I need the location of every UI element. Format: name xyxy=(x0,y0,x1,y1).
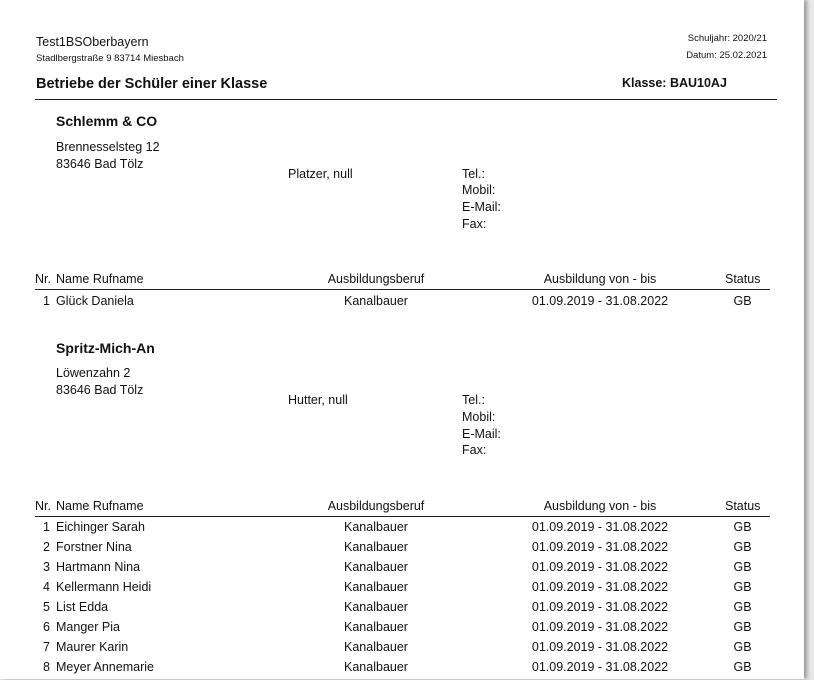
row-status: GB xyxy=(733,620,752,634)
row-name: Eichinger Sarah xyxy=(56,520,145,534)
row-beruf: Kanalbauer xyxy=(344,640,408,654)
label-tel: Tel.: xyxy=(462,167,485,181)
school-name: Test1BSOberbayern xyxy=(36,35,149,49)
row-beruf: Kanalbauer xyxy=(344,560,408,574)
row-beruf: Kanalbauer xyxy=(344,620,408,634)
row-status: GB xyxy=(733,560,752,574)
label-email: E-Mail: xyxy=(462,427,501,441)
row-beruf: Kanalbauer xyxy=(344,540,408,554)
row-name: Hartmann Nina xyxy=(56,560,141,574)
row-status: GB xyxy=(733,520,752,534)
label-fax: Fax: xyxy=(462,443,487,457)
row-zeitraum: 01.09.2019 - 31.08.2022 xyxy=(531,640,669,654)
row-nr: 1 xyxy=(43,294,50,308)
row-name: Forstner Nina xyxy=(56,540,132,554)
table-row xyxy=(35,560,770,580)
label-email: E-Mail: xyxy=(462,200,501,214)
school-address: Stadlbergstraße 9 83714 Miesbach xyxy=(36,53,184,64)
table-row xyxy=(35,660,770,680)
table-row xyxy=(35,294,770,314)
row-status: GB xyxy=(733,540,752,554)
row-zeitraum: 01.09.2019 - 31.08.2022 xyxy=(531,520,669,534)
col-zeitraum: Ausbildung von - bis xyxy=(543,272,657,286)
row-zeitraum: 01.09.2019 - 31.08.2022 xyxy=(531,580,669,594)
row-zeitraum: 01.09.2019 - 31.08.2022 xyxy=(531,660,669,674)
label-mobil: Mobil: xyxy=(462,183,496,197)
row-beruf: Kanalbauer xyxy=(344,580,408,594)
contact-person: Hutter, null xyxy=(288,393,348,407)
contact-person: Platzer, null xyxy=(288,167,353,181)
col-beruf: Ausbildungsberuf xyxy=(327,499,425,513)
label-mobil: Mobil: xyxy=(462,410,496,424)
row-zeitraum: 01.09.2019 - 31.08.2022 xyxy=(531,540,669,554)
col-beruf: Ausbildungsberuf xyxy=(327,272,425,286)
row-name: Kellermann Heidi xyxy=(56,580,152,594)
col-name: Name Rufname xyxy=(56,272,144,286)
company-name: Schlemm & CO xyxy=(56,113,158,129)
col-status: Status xyxy=(725,499,761,513)
row-name: Manger Pia xyxy=(56,620,120,634)
row-nr: 4 xyxy=(43,580,50,594)
table-row xyxy=(35,640,770,660)
report-title: Betriebe der Schüler einer Klasse xyxy=(36,76,268,92)
col-status: Status xyxy=(725,272,761,286)
row-beruf: Kanalbauer xyxy=(344,660,408,674)
row-status: GB xyxy=(733,580,752,594)
row-status: GB xyxy=(733,600,752,614)
col-name: Name Rufname xyxy=(56,499,144,513)
row-beruf: Kanalbauer xyxy=(344,294,408,308)
row-status: GB xyxy=(733,294,752,308)
klasse-label: Klasse: BAU10AJ xyxy=(622,76,727,90)
row-zeitraum: 01.09.2019 - 31.08.2022 xyxy=(531,560,669,574)
company-name: Spritz-Mich-An xyxy=(56,340,155,356)
row-zeitraum: 01.09.2019 - 31.08.2022 xyxy=(531,600,669,614)
row-name: Meyer Annemarie xyxy=(56,660,154,674)
row-nr: 1 xyxy=(43,520,50,534)
row-nr: 5 xyxy=(43,600,50,614)
row-beruf: Kanalbauer xyxy=(344,520,408,534)
company-city: 83646 Bad Tölz xyxy=(56,383,144,397)
table-row xyxy=(35,540,770,560)
row-name: Glück Daniela xyxy=(56,294,134,308)
row-nr: 7 xyxy=(43,640,50,654)
row-nr: 3 xyxy=(43,560,50,574)
label-tel: Tel.: xyxy=(462,393,485,407)
row-status: GB xyxy=(733,640,752,654)
report-date: Datum: 25.02.2021 xyxy=(686,50,767,61)
row-nr: 8 xyxy=(43,660,50,674)
col-zeitraum: Ausbildung von - bis xyxy=(543,499,657,513)
row-zeitraum: 01.09.2019 - 31.08.2022 xyxy=(531,620,669,634)
table-row xyxy=(35,600,770,620)
row-name: List Edda xyxy=(56,600,109,614)
row-name: Maurer Karin xyxy=(56,640,129,654)
label-fax: Fax: xyxy=(462,217,487,231)
row-status: GB xyxy=(733,660,752,674)
table-header-divider xyxy=(35,289,770,290)
table-header-divider xyxy=(35,516,770,517)
table-row xyxy=(35,580,770,600)
company-street: Löwenzahn 2 xyxy=(56,366,131,380)
row-beruf: Kanalbauer xyxy=(344,600,408,614)
schuljahr: Schuljahr: 2020/21 xyxy=(687,33,767,44)
table-row xyxy=(35,620,770,640)
row-nr: 2 xyxy=(43,540,50,554)
company-city: 83646 Bad Tölz xyxy=(56,157,144,171)
row-zeitraum: 01.09.2019 - 31.08.2022 xyxy=(531,294,669,308)
col-nr: Nr. xyxy=(35,272,51,286)
col-nr: Nr. xyxy=(35,499,51,513)
header-divider xyxy=(35,99,777,100)
table-row xyxy=(35,520,770,540)
company-street: Brennesselsteg 12 xyxy=(56,140,160,154)
row-nr: 6 xyxy=(43,620,50,634)
